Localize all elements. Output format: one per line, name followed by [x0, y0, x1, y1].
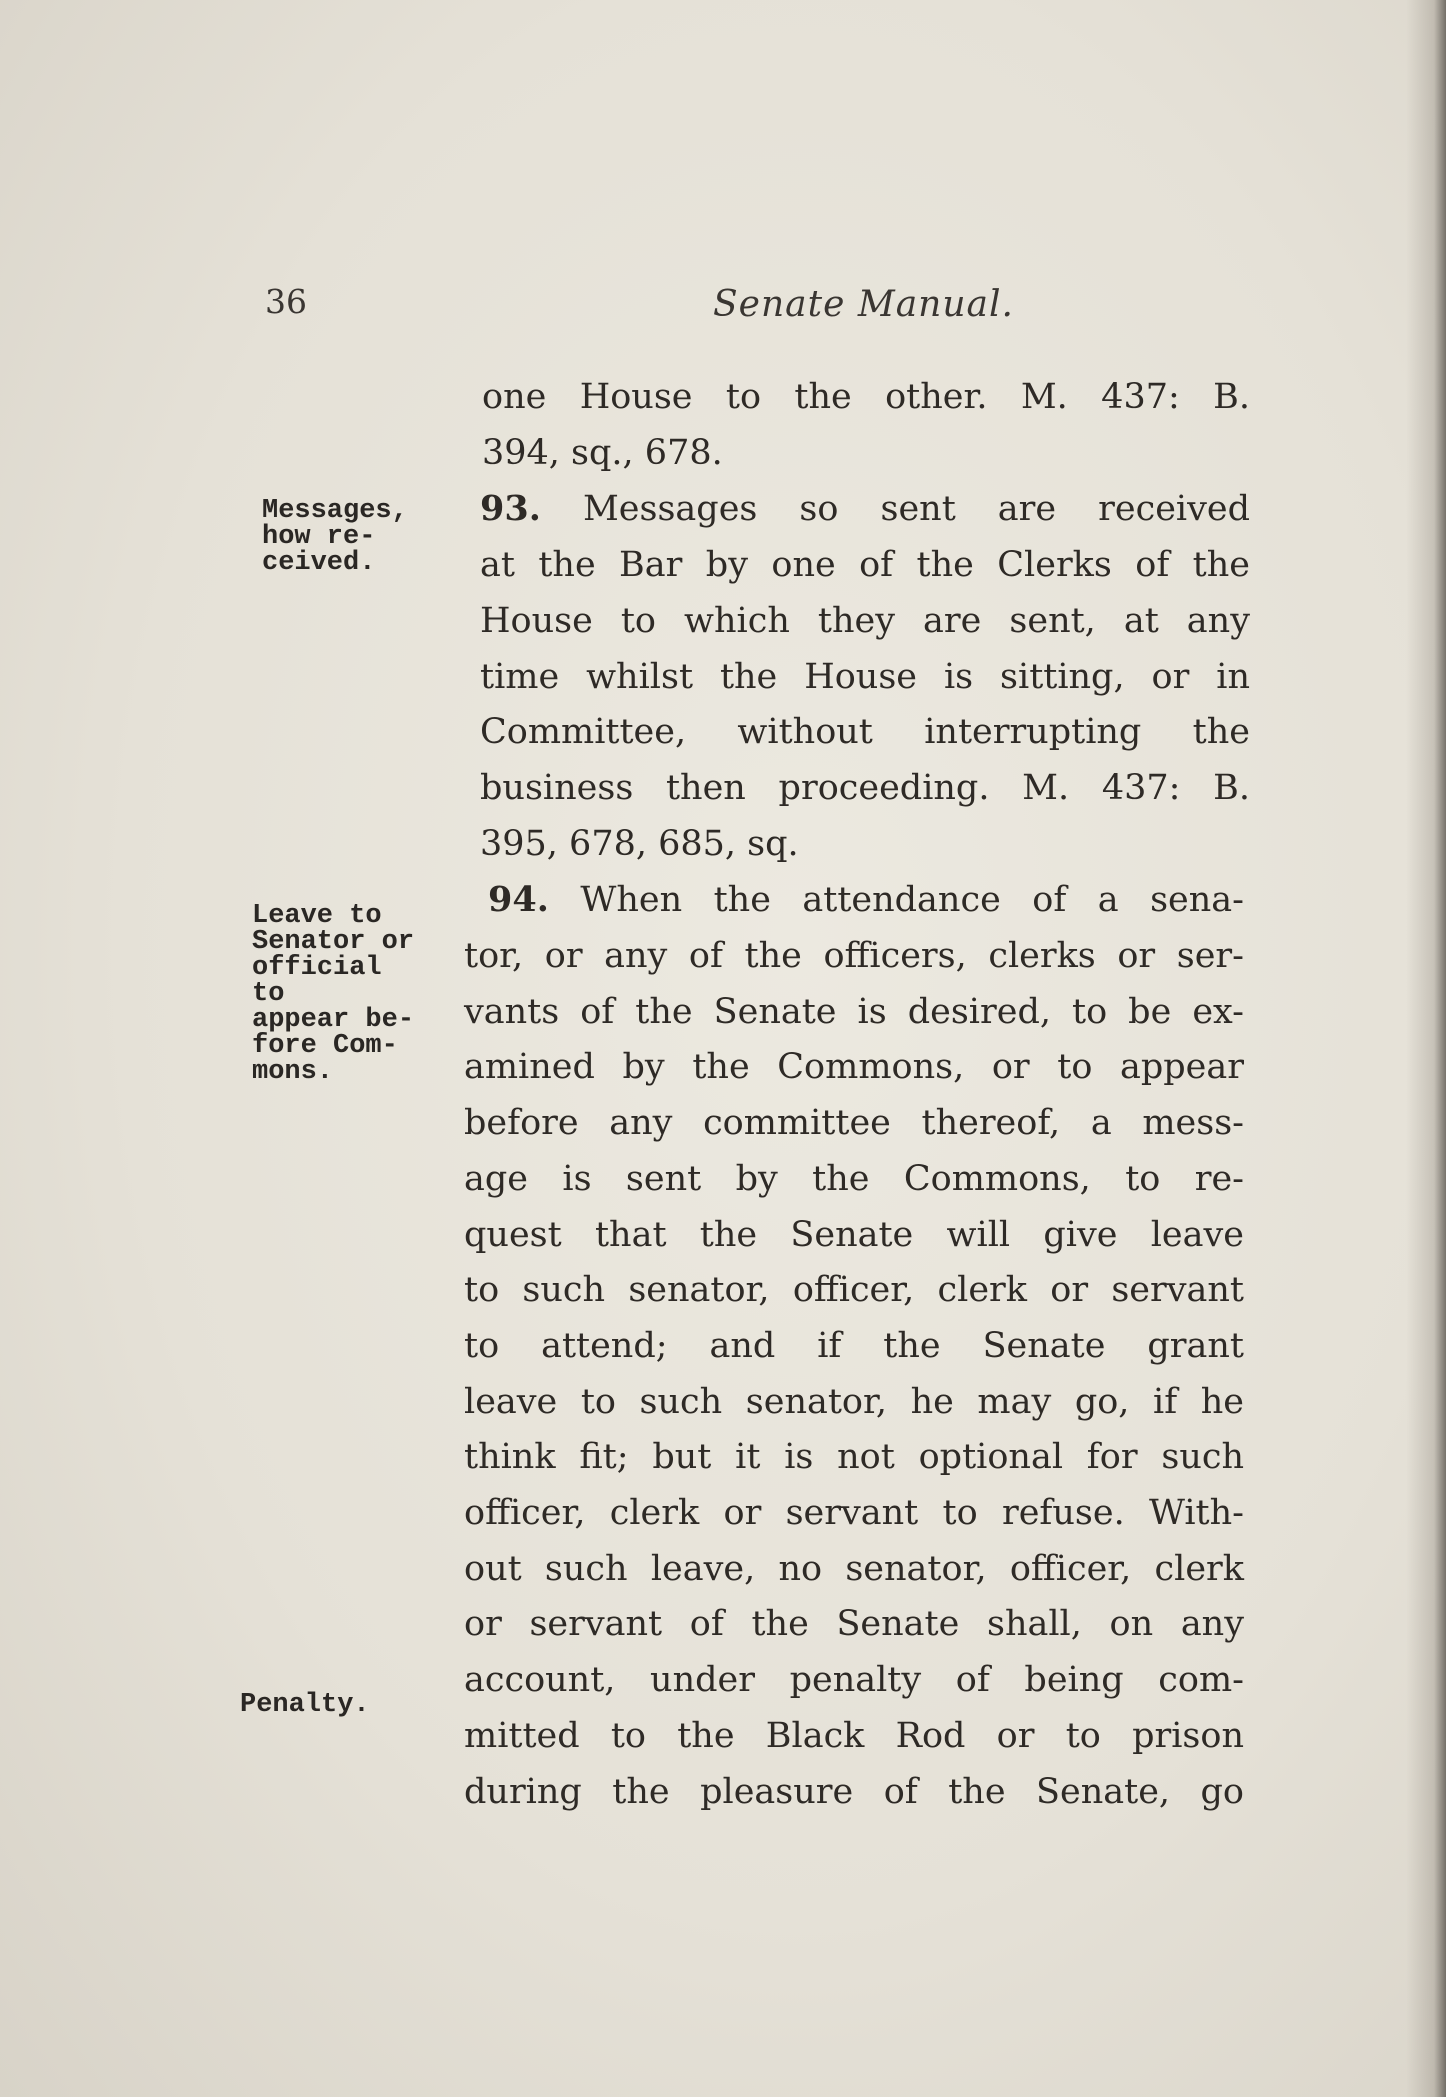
text-line: to such senator, officer, clerk or servant — [464, 1270, 1244, 1311]
text-line: time whilst the House is sitting, or in — [480, 656, 1250, 697]
margin-note-messages: Messages, how re- ceived. — [262, 496, 408, 578]
paragraph-number: 94. — [488, 879, 549, 921]
text-line: quest that the Senate will give leave — [464, 1214, 1244, 1255]
page-header — [265, 282, 1025, 332]
text-line: before any committee thereof, a mess- — [464, 1103, 1244, 1144]
text-line: at the Bar by one of the Clerks of the — [480, 545, 1250, 586]
text-line: age is sent by the Commons, to re- — [464, 1158, 1244, 1199]
text-line: during the pleasure of the Senate, go — [464, 1771, 1244, 1812]
text-line: vants of the Senate is desired, to be ex- — [464, 991, 1244, 1032]
text-line: officer, clerk or servant to refuse. With- — [464, 1493, 1244, 1534]
page-number: 36 — [265, 282, 307, 321]
text-line: out such leave, no senator, officer, clerk — [464, 1548, 1244, 1589]
body-text — [460, 370, 1250, 1820]
margin-note-leave: Leave to Senator or official to appear be- fore Com- mons. — [252, 901, 415, 1087]
text-line: amined by the Commons, or to appear — [464, 1047, 1244, 1088]
paragraph-94 — [464, 872, 1244, 1820]
text-line: mitted to the Black Rod or to prison — [464, 1715, 1244, 1756]
text-line: leave to such senator, he may go, if he — [464, 1381, 1244, 1422]
text-line: account, under penalty of being com- — [464, 1660, 1244, 1701]
text-line: tor, or any of the officers, clerks or ser- — [464, 936, 1244, 977]
paragraph-93 — [480, 481, 1250, 872]
text-line: 94. When the attendance of a sena- — [488, 879, 1244, 921]
text-line: 394, sq., 678. — [482, 432, 723, 473]
running-title: Senate Manual. — [713, 284, 1014, 325]
margin-note-penalty: Penalty. — [240, 1690, 370, 1720]
paragraph-number: 93. — [480, 488, 541, 530]
text-line: to attend; and if the Senate grant — [464, 1325, 1244, 1366]
text-line: one House to the other. M. 437: B. — [482, 377, 1250, 417]
text-line: business then proceeding. M. 437: B. — [480, 767, 1250, 808]
text-line: 93. Messages so sent are received — [480, 488, 1250, 530]
text-line: Committee, without interrupting the — [480, 712, 1250, 753]
text-line: think fit; but it is not optional for such — [464, 1437, 1244, 1478]
page-edge-shadow — [1406, 0, 1446, 2097]
text-line: or servant of the Senate shall, on any — [464, 1604, 1244, 1645]
text-line: House to which they are sent, at any — [480, 600, 1250, 641]
text-line: 395, 678, 685, sq. — [480, 823, 799, 864]
paragraph-continued — [482, 370, 1250, 481]
